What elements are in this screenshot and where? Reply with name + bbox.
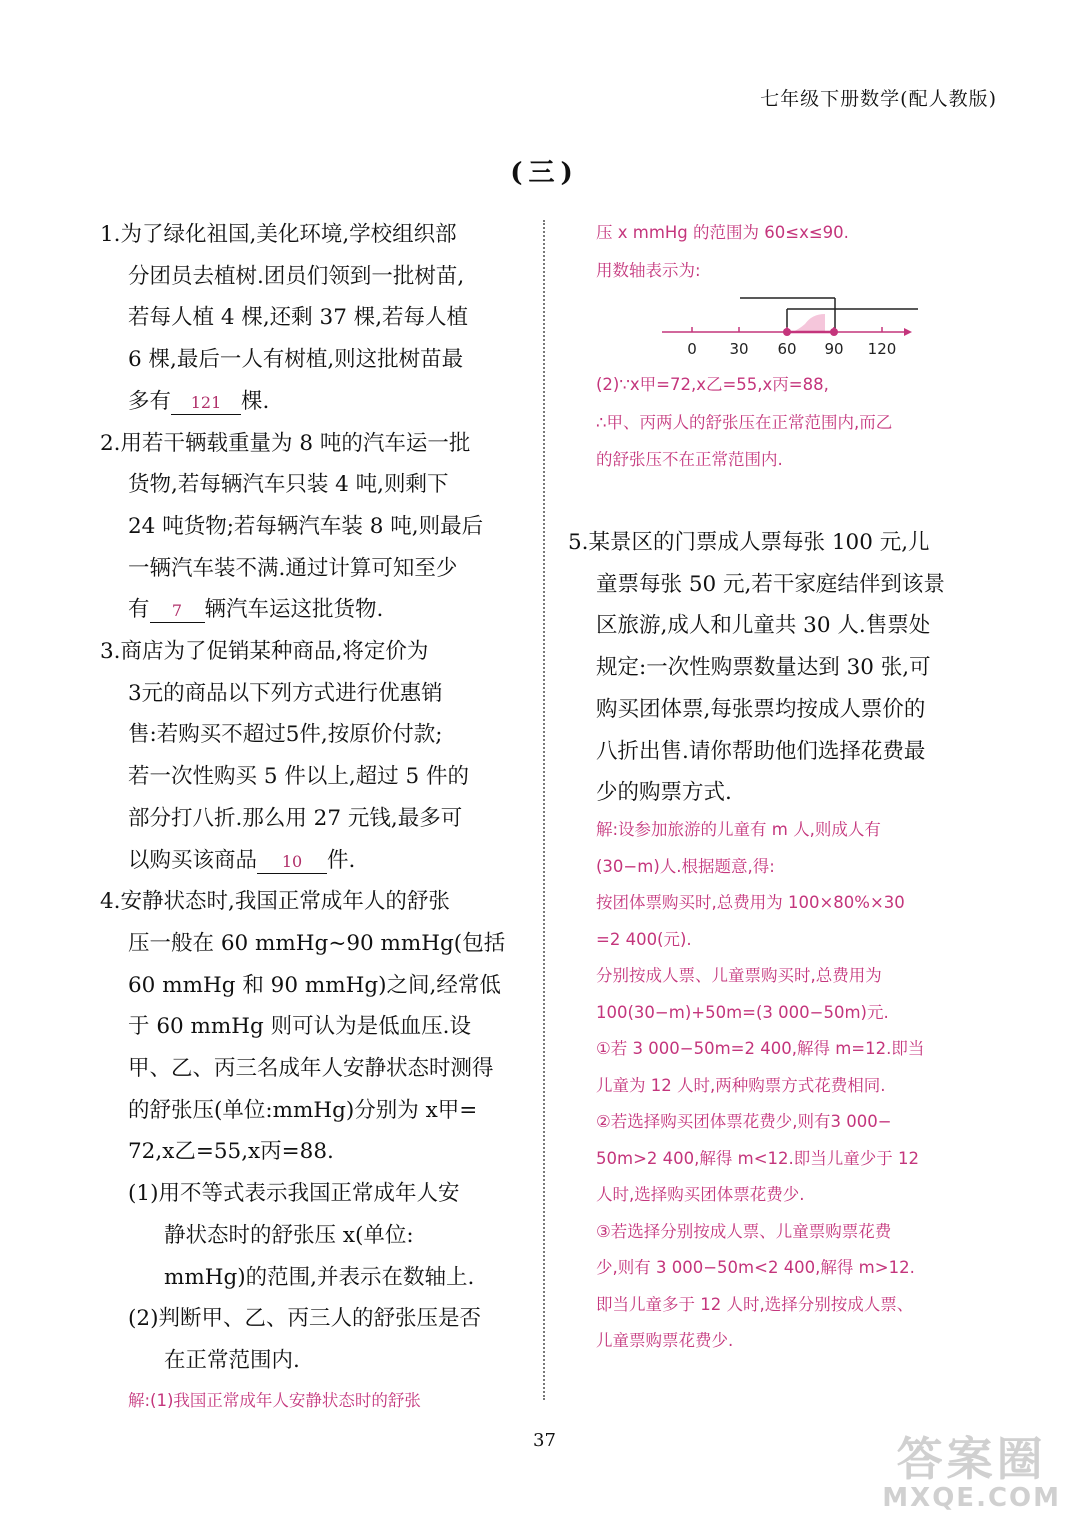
q4-answer-line: 的舒张压不在正常范围内. [596,450,783,469]
q5-line: 5.某景区的门票成人票每张 100 元,儿 [568,530,930,555]
q1-line: 若每人植 4 棵,还剩 37 棵,若每人植 [128,305,469,331]
q4-line: 甲、乙、丙三名成年人安静状态时测得 [128,1056,494,1082]
q5-answer-line: 儿童为 12 人时,两种购票方式花费相同. [596,1075,886,1095]
axis-arrow-icon [904,328,912,336]
tick-label: 120 [867,340,897,358]
q3-line: 若一次性购买 5 件以上,超过 5 件的 [128,764,470,790]
endpoint-90 [830,328,838,336]
q4-line: 72,x乙=55,x丙=88. [128,1139,334,1165]
q3-line: 3.商店为了促销某种商品,将定价为 [100,639,429,665]
q1-line: 分团员去植树.团员们领到一批树苗, [128,263,465,289]
q4-line: 60 mmHg 和 90 mmHg)之间,经常低 [128,972,501,998]
q2-line: 24 吨货物;若每辆汽车装 8 吨,则最后 [128,513,484,539]
q4-answer-start [100,1382,520,1420]
question-1 [100,214,520,423]
q2-text: 辆汽车运这批货物. [204,597,384,623]
q5-answer-line: ③若选择分别按成人票、儿童票购票花费 [596,1221,892,1241]
q4-answer-line: ∴甲、丙两人的舒张压在正常范围内,而乙 [596,412,893,432]
question-2 [100,423,520,632]
q5-answer [596,812,996,1360]
q2-line: 2.用若干辆载重量为 8 吨的汽车运一批 [100,430,471,456]
q4-answer-cont [568,214,993,289]
range-highlight [792,314,825,332]
q5-answer-line: 人时,选择购买团体票花费少. [596,1185,805,1204]
section-title: (三) [510,158,579,188]
q1-text: 棵. [241,388,270,414]
q5-answer-line: (30−m)人.根据题意,得: [596,856,775,876]
q4-line: 于 60 mmHg 则可认为是低血压.设 [128,1014,471,1040]
q5-answer-line: 分别按成人票、儿童票购买时,总费用为 [596,966,882,985]
q1-answer-blank: 121 [171,392,241,415]
q4-sub1-line: (1)用不等式表示我国正常成年人安 [128,1181,460,1207]
question-4 [100,881,520,1381]
watermark-url: MXQE.COM [882,1483,1061,1513]
q5-answer-line: 少,则有 3 000−50m<2 400,解得 m>12. [596,1258,915,1277]
page-number: 37 [533,1430,556,1451]
q4-sub1-line: 静状态时的舒张压 x(单位: [164,1222,414,1248]
q5-answer-line: 儿童票购票花费少. [596,1331,734,1350]
q5-answer-line: 按团体票购买时,总费用为 100×80%×30 [596,893,905,912]
q2-line: 货物,若每辆汽车只装 4 吨,则剩下 [128,472,449,498]
tick-label: 30 [729,340,749,358]
q4-sub1-line: mmHg)的范围,并表示在数轴上. [164,1264,475,1290]
q5-answer-line: 即当儿童多于 12 人时,选择分别按成人票、 [596,1294,914,1314]
endpoint-60 [783,328,791,336]
q5-answer-line: ②若选择购买团体票花费少,则有3 000− [596,1112,892,1131]
q1-line: 6 棵,最后一人有树植,则这批树苗最 [128,347,464,373]
q3-text: 件. [327,847,356,873]
q5-line: 八折出售.请你帮助他们选择花费最 [596,738,926,764]
q3-line: 部分打八折.那么用 27 元钱,最多可 [128,805,463,831]
q4-answer-line: 解:(1)我国正常成年人安静状态时的舒张 [128,1390,421,1410]
q5-line: 区旅游,成人和儿童共 30 人.售票处 [596,613,931,639]
question-5 [568,522,993,814]
q3-text: 以购买该商品 [128,847,258,873]
q5-line: 童票每张 50 元,若干家庭结伴到该景 [596,571,945,597]
q1-line: 1.为了绿化祖国,美化环境,学校组织部 [100,222,457,247]
q5-answer-line: =2 400(元). [596,929,692,949]
q3-last-line [100,840,520,882]
tick-label: 0 [687,340,697,358]
column-divider [543,220,545,1400]
q2-text: 有 [128,597,150,623]
left-column [100,214,520,1419]
q5-answer-line: 50m>2 400,解得 m<12.即当儿童少于 12 [596,1148,919,1168]
number-line-diagram [600,292,920,362]
q3-answer-blank: 10 [257,851,327,874]
q5-answer-line: ①若 3 000−50m=2 400,解得 m=12.即当 [596,1039,925,1058]
watermark-logo [882,1434,1061,1512]
right-column [568,214,993,289]
q4-line: 压一般在 60 mmHg~90 mmHg(包括 [128,930,506,956]
q4-line: 4.安静状态时,我国正常成年人的舒张 [100,889,450,915]
q2-answer-blank: 7 [150,600,205,623]
q5-line: 购买团体票,每张票均按成人票价的 [596,696,926,722]
tick-label: 90 [824,340,844,358]
q4-sub2-line: 在正常范围内. [164,1347,300,1373]
q4-answer-part2 [596,366,996,479]
q3-line: 售:若购买不超过5件,按原价付款; [128,722,443,748]
q4-answer-line: 用数轴表示为: [596,260,701,280]
q4-answer-line: 压 x mmHg 的范围为 60≤x≤90. [596,223,849,242]
q3-line: 3元的商品以下列方式进行优惠销 [128,680,443,706]
q2-last-line [100,589,520,631]
page-header: 七年级下册数学(配人教版) [760,88,997,110]
q4-line: 的舒张压(单位:mmHg)分别为 x甲= [128,1097,478,1123]
q5-line: 规定:一次性购票数量达到 30 张,可 [596,655,931,681]
watermark-text: 答案圈 [896,1432,1047,1486]
tick-label: 60 [777,340,797,358]
q5-answer-line: 解:设参加旅游的儿童有 m 人,则成人有 [596,820,881,839]
q5-answer-line: 100(30−m)+50m=(3 000−50m)元. [596,1002,889,1022]
q4-answer-line: (2)∵x甲=72,x乙=55,x丙=88, [596,375,829,394]
q5-line: 少的购票方式. [596,780,732,806]
question-3 [100,631,520,881]
q1-last-line [100,381,520,423]
q4-sub2-line: (2)判断甲、乙、丙三人的舒张压是否 [128,1306,481,1332]
q2-line: 一辆汽车装不满.通过计算可知至少 [128,555,458,581]
q1-text: 多有 [128,388,172,414]
